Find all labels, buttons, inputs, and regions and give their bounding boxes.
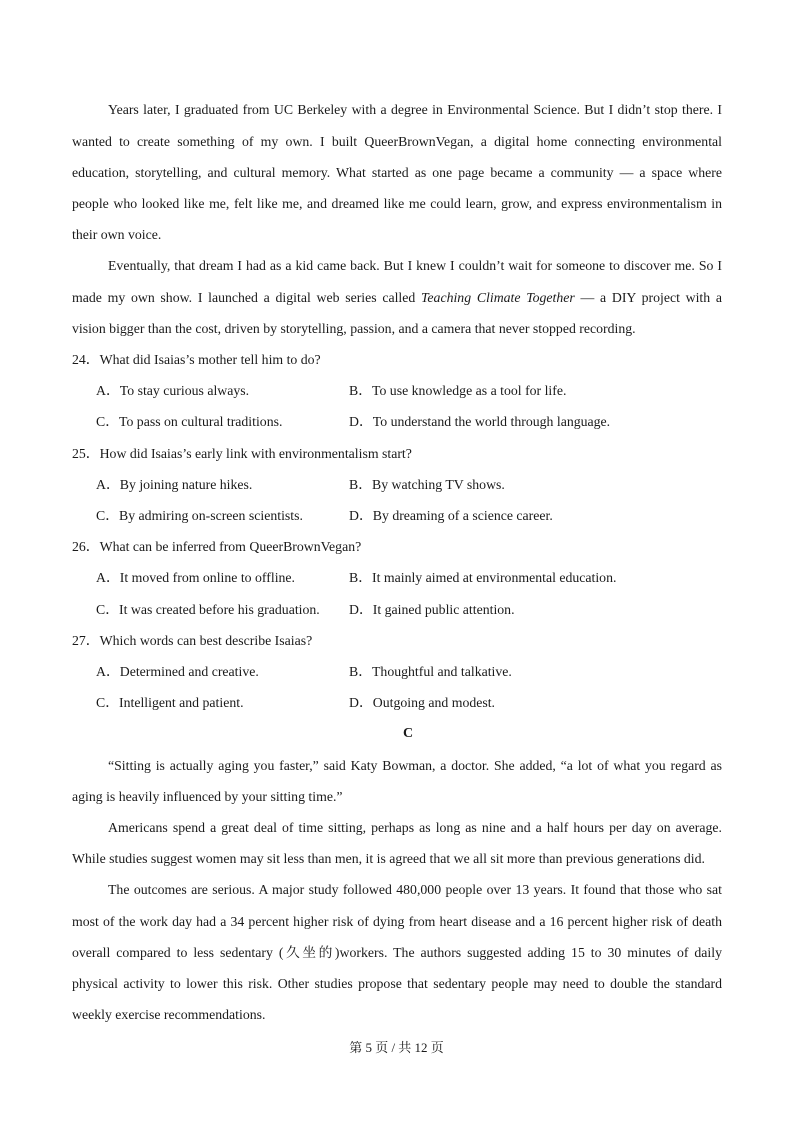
option-text: It was created before his graduation.: [119, 601, 320, 617]
question-text: How did Isaias’s early link with environmentalism start?: [99, 445, 412, 461]
passage-paragraph-2: [72, 250, 722, 344]
section-heading: C: [402, 726, 414, 742]
question-text: What did Isaias’s mother tell him to do?: [99, 352, 321, 368]
option-letter: C．: [96, 508, 119, 524]
text-line: vision bigger than the cost, driven by storytelling, passion, and a camera that never stopped recording.: [72, 320, 636, 336]
text-line: most of the work day had a 34 percent higher risk of dying from heart disease and a 16 percent higher risk of death: [72, 913, 722, 929]
option-row: [72, 656, 722, 687]
series-title: Teaching Climate Together: [421, 289, 575, 305]
option-c: [96, 406, 349, 437]
question-24: [72, 344, 722, 438]
question-text: Which words can best describe Isaias?: [99, 632, 313, 648]
text-line: aging is heavily influenced by your sitting time.”: [72, 788, 343, 804]
option-text: By admiring on-screen scientists.: [119, 508, 303, 524]
option-b: [349, 469, 722, 500]
option-letter: B．: [349, 476, 372, 492]
question-text: What can be inferred from QueerBrownVegan?: [99, 539, 362, 555]
text-line: wanted to create something of my own. I built QueerBrownVegan, a digital home connecting environmental: [72, 133, 722, 149]
text-line: Americans spend a great deal of time sitting, perhaps as long as nine and a half hours per day on average.: [108, 820, 722, 836]
option-d: [349, 687, 722, 718]
question-number: 26．: [72, 539, 100, 555]
option-letter: D．: [349, 508, 373, 524]
option-row: [72, 406, 722, 437]
option-b: [349, 375, 722, 406]
option-row: [72, 375, 722, 406]
option-letter: D．: [349, 601, 373, 617]
text-line: their own voice.: [72, 227, 162, 243]
option-letter: B．: [349, 383, 372, 399]
question-26: [72, 531, 722, 625]
option-text: It moved from online to offline.: [119, 570, 296, 586]
option-c: [96, 687, 349, 718]
option-text: To use knowledge as a tool for life.: [372, 383, 567, 399]
option-row: [72, 562, 722, 593]
option-d: [349, 500, 722, 531]
option-text: By watching TV shows.: [372, 476, 505, 492]
option-text: To understand the world through language.: [372, 414, 611, 430]
option-row: [72, 594, 722, 625]
option-text: It mainly aimed at environmental education.: [372, 570, 617, 586]
question-25: [72, 438, 722, 532]
option-letter: A．: [96, 570, 120, 586]
option-text: By joining nature hikes.: [119, 476, 253, 492]
text-line: weekly exercise recommendations.: [72, 1007, 266, 1023]
text-line: overall compared to less sedentary (久坐的)workers. The authors suggested adding 15 to 30 minutes of daily: [72, 944, 722, 960]
text-line: “Sitting is actually aging you faster,” said Katy Bowman, a doctor. She added, “a lot of what you regard as: [108, 757, 722, 773]
option-a: [96, 562, 349, 593]
text-line: The outcomes are serious. A major study followed 480,000 people over 13 years. It found that those who sat: [108, 882, 722, 898]
option-a: [96, 469, 349, 500]
option-row: [72, 469, 722, 500]
text-segment: — a DIY project with a: [574, 289, 723, 305]
option-text: Thoughtful and talkative.: [372, 664, 512, 680]
question-number: 25．: [72, 445, 100, 461]
option-letter: C．: [96, 695, 119, 711]
option-letter: C．: [96, 601, 119, 617]
option-text: Intelligent and patient.: [119, 695, 244, 711]
text-line: While studies suggest women may sit less than men, it is agreed that we all sit more than previous generations did.: [72, 851, 705, 867]
text-line: Years later, I graduated from UC Berkeley with a degree in Environmental Science. But I didn’t stop there. I: [108, 102, 722, 118]
question-number: 24．: [72, 352, 100, 368]
section-c-paragraph-1: [72, 750, 722, 812]
option-text: By dreaming of a science career.: [372, 508, 553, 524]
text-line: physical activity to lower this risk. Other studies propose that sedentary people may need to double the standard: [72, 976, 722, 992]
option-a: [96, 375, 349, 406]
option-letter: C．: [96, 414, 119, 430]
option-letter: D．: [349, 695, 373, 711]
question-27: [72, 625, 722, 719]
option-letter: B．: [349, 664, 372, 680]
option-letter: A．: [96, 476, 120, 492]
text-segment: made my own show. I launched a digital web series called: [72, 289, 422, 305]
option-text: To pass on cultural traditions.: [119, 414, 283, 430]
section-c-paragraph-2: [72, 812, 722, 874]
page-number-footer: 第 5 页 / 共 12 页: [349, 1040, 444, 1055]
section-c-paragraph-3: [72, 874, 722, 1030]
option-b: [349, 656, 722, 687]
text-line: Eventually, that dream I had as a kid came back. But I knew I couldn’t wait for someone to discover me. So I: [108, 258, 722, 274]
question-stem: [72, 344, 722, 375]
option-letter: A．: [96, 664, 120, 680]
option-d: [349, 594, 722, 625]
option-text: It gained public attention.: [372, 601, 515, 617]
option-row: [72, 500, 722, 531]
question-stem: [72, 625, 722, 656]
option-c: [96, 594, 349, 625]
option-letter: D．: [349, 414, 373, 430]
question-number: 27．: [72, 632, 100, 648]
option-text: To stay curious always.: [119, 383, 250, 399]
question-stem: [72, 438, 722, 469]
option-b: [349, 562, 722, 593]
option-letter: A．: [96, 383, 120, 399]
option-text: Outgoing and modest.: [372, 695, 496, 711]
passage-paragraph-1: [72, 94, 722, 250]
option-text: Determined and creative.: [119, 664, 259, 680]
option-c: [96, 500, 349, 531]
option-d: [349, 406, 722, 437]
option-a: [96, 656, 349, 687]
page-content: [72, 94, 722, 1030]
text-line: [72, 282, 722, 313]
option-letter: B．: [349, 570, 372, 586]
text-line: people who looked like me, felt like me, and dreamed like me could learn, grow, and express environmentalism in: [72, 196, 722, 211]
option-row: [72, 687, 722, 718]
question-stem: [72, 531, 722, 562]
text-line: education, storytelling, and cultural memory. What started as one page became a community — a space where: [72, 164, 722, 180]
